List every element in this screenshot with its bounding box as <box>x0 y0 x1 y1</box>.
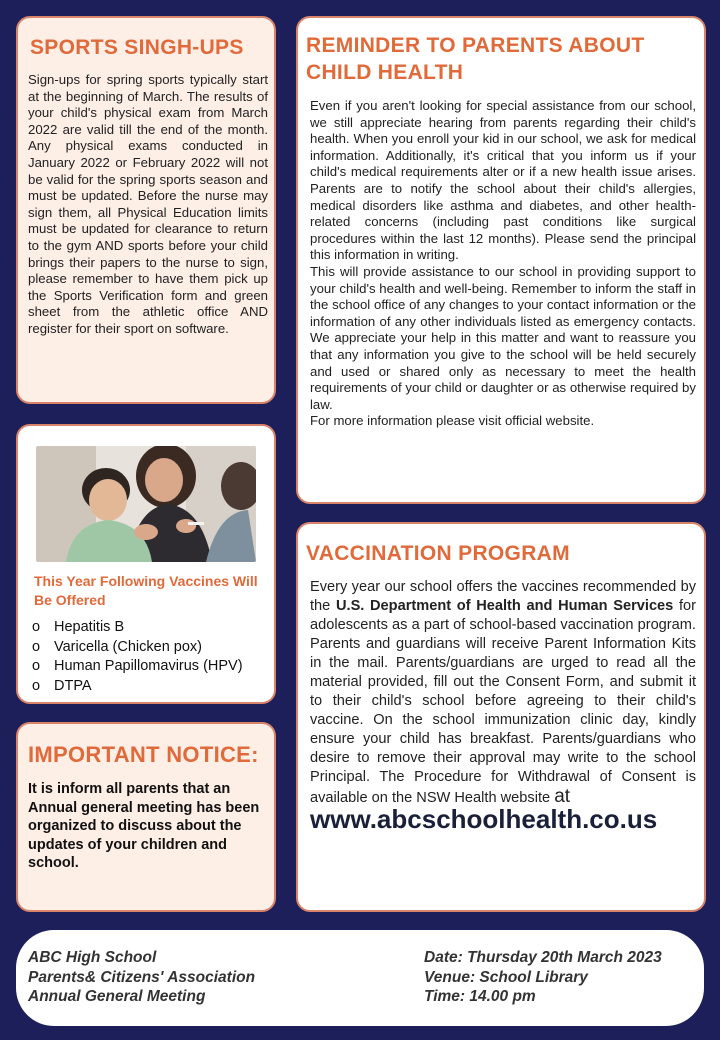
vaccines-offered-subtitle: This Year Following Vaccines Will Be Offered <box>34 573 258 608</box>
footer-meeting: Annual General Meeting <box>28 988 206 1005</box>
program-organization: U.S. Department of Health and Human Services <box>335 598 674 614</box>
sports-signups-body: Sign-ups for spring sports typically start at the beginning of March. The results of your child's physical exam from March 2022 are valid till the end of the month. Any physical exams conducted in January 2022 or February 2022 will not be valid for the spring sports season and must be updated. Before the nurse may sign them, all Physical Education limits must be updated for clearance to return to the gym AND sports before your child brings their papers to the nurse to sign, please remember to have them pick up the Sports Verification form and green sheet from the athletic office AND register for their sport on software. <box>28 72 268 336</box>
bullet-icon: o <box>32 658 41 674</box>
vaccine-list-item <box>32 618 243 638</box>
important-notice-title: IMPORTANT NOTICE: <box>28 742 259 767</box>
meeting-footer <box>16 930 704 1026</box>
vaccine-list-item <box>32 677 243 697</box>
bullet-icon: o <box>32 638 41 655</box>
school-health-website-link[interactable]: www.abcschoolhealth.co.us <box>310 804 658 834</box>
notice-line-2: organized to discuss about the updates of your children and school. <box>28 818 242 871</box>
vaccination-photo <box>36 446 256 562</box>
important-notice-card <box>16 722 276 912</box>
footer-date: Date: Thursday 20th March 2023 <box>424 949 662 966</box>
footer-time: Time: 14.00 pm <box>424 988 536 1005</box>
reminder-paragraph-3: For more information please visit official website. <box>310 413 595 429</box>
important-notice-body <box>28 780 273 873</box>
bullet-icon: o <box>32 619 41 635</box>
reminder-paragraph-1: Even if you aren't looking for special assistance from our school, we still appreciate hearing from parents regarding their child's health. When you enroll your kid in our school, we ask for medical information. Additionally, it's critical that you inform us if your child's medical requirements alter or if a new health issue arises. Parents are to notify the school about their child's allergies, medical disorders like asthma and diabetes, and other health-related concerns (including past conditions like surgical procedures within the last 12 months). Please send the principal this information in writing. <box>310 98 696 263</box>
vaccine-name: DTPA <box>54 677 92 694</box>
vaccination-program-title: VACCINATION PROGRAM <box>306 542 570 565</box>
bullet-icon: o <box>32 677 41 694</box>
footer-venue: Venue: School Library <box>424 968 588 986</box>
vaccine-list-item <box>32 657 243 677</box>
vaccines-offered-card <box>16 424 276 704</box>
footer-school-name: ABC High School <box>28 949 157 966</box>
footer-organization <box>28 948 255 1007</box>
footer-details <box>424 948 662 1007</box>
vaccines-list <box>32 618 243 696</box>
sports-signups-title: SPORTS SINGH-UPS <box>30 36 244 59</box>
reminder-paragraph-2: This will provide assistance to our school in providing support to your child's health and well-being. Remember to inform the staff in the school office of any changes to your contact information or the information of any other individuals listed as emergency contacts. We appreciate your help in this matter and want to reassure you that any information you give to the school will be held securely and used or shared only as necessary to meet the health requirements of your child or daughter or as otherwise required by law. <box>310 263 696 412</box>
vaccination-program-card <box>296 522 706 912</box>
vaccine-name: Hepatitis B <box>54 619 125 635</box>
vaccination-program-body <box>310 578 696 834</box>
vaccine-list-item <box>32 638 243 658</box>
child-health-reminder-body <box>310 98 696 430</box>
child-health-reminder-title: REMINDER TO PARENTS ABOUT CHILD HEALTH <box>306 34 645 84</box>
sports-signups-card <box>16 16 276 404</box>
vaccination-photo-illustration <box>36 446 256 562</box>
child-health-reminder-card <box>296 16 706 504</box>
footer-association: Parents& Citizens' Association <box>28 968 256 986</box>
program-text-after: for adolescents as a part of school-based vaccination program. Parents and guardians will receive Parent Information Kits in the mail. Parents/guardians are urged to read all the material provided, fill out the Consent Form, and submit it to their child's school before agreeing to their child's vaccine. On the school immunization clinic day, kindly ensure your child has breakfast. Parents/guardians who desire to remove their approval may write to the school Principal. The Procedure for Withdrawal of Consent is available on the NSW Health website <box>310 598 696 806</box>
program-text-before: Every year our school offers the vaccines recommended by the <box>310 579 696 614</box>
vaccine-name: Human Papillomavirus (HPV) <box>54 658 243 674</box>
vaccine-name: Varicella (Chicken pox) <box>54 638 203 655</box>
notice-line-1: It is inform all parents that an Annual general meeting has been <box>28 781 260 816</box>
program-at-word: at <box>554 786 571 807</box>
